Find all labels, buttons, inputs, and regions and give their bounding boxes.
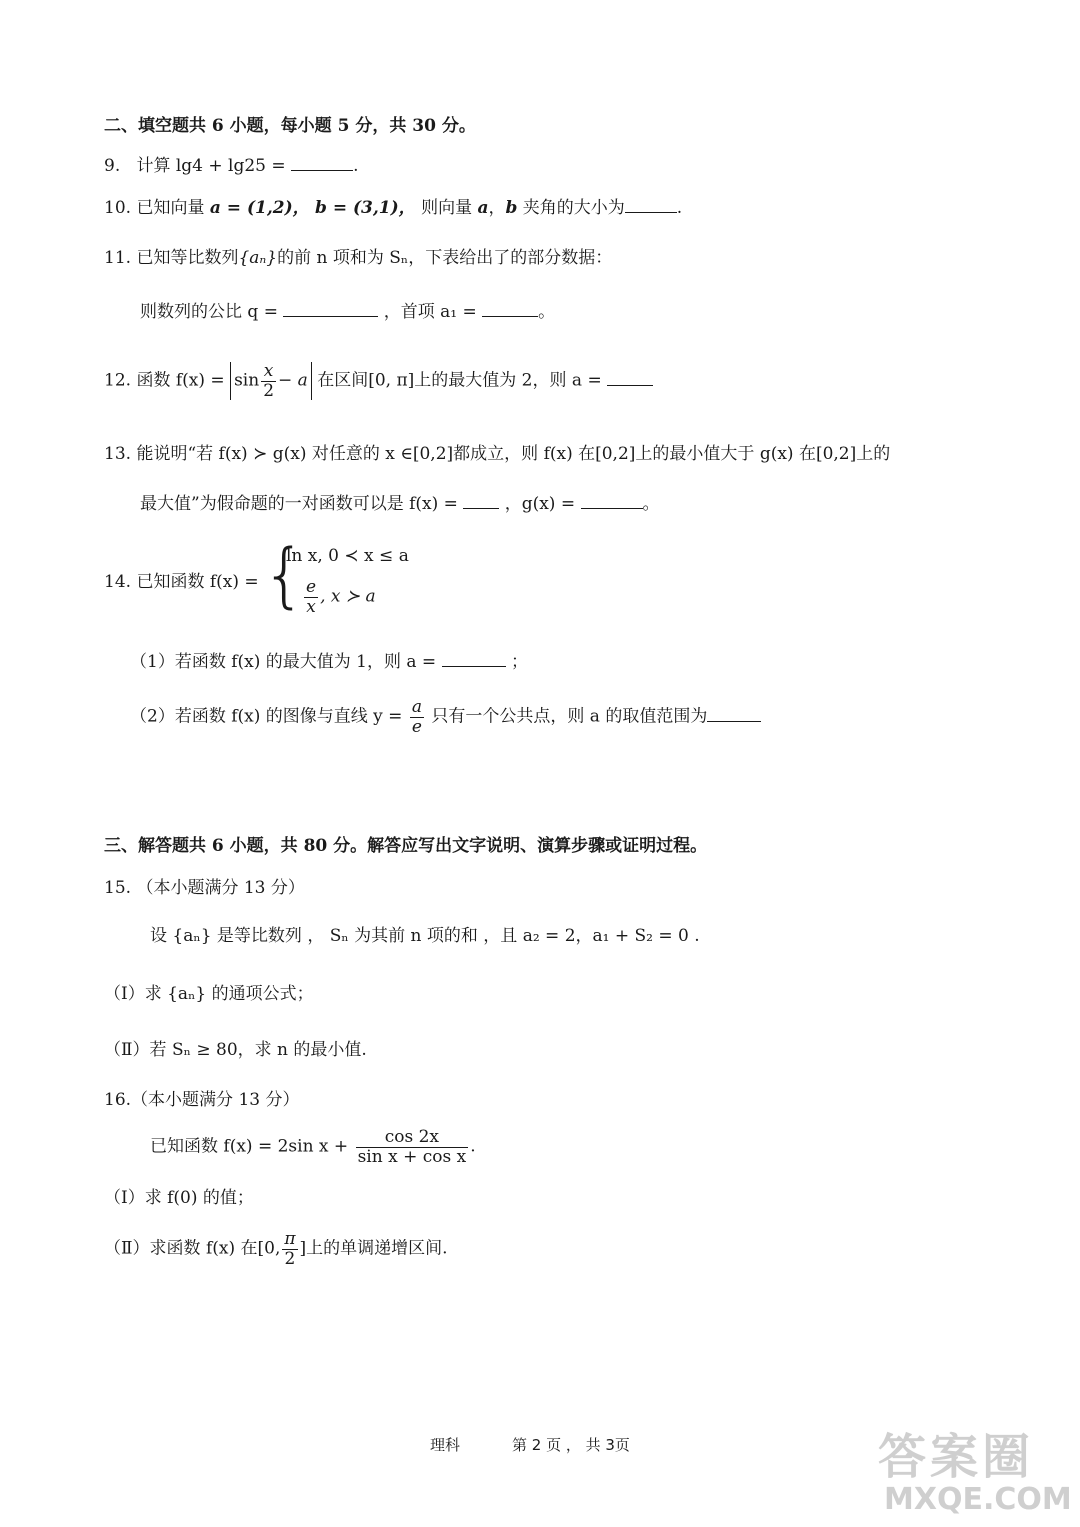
q13-f-label: 最大值”为假命题的一对函数可以是 f(x) =	[140, 494, 458, 514]
section-2-heading: 二、填空题共 6 小题，每小题 5 分，共 30 分。	[104, 116, 476, 136]
q13-line1: 能说明“若 f(x) ≻ g(x) 对任意的 x ∈[0,2]都成立，则 f(x) 在[0,2]上的最小值大于 g(x) 在[0,2]上的	[136, 444, 891, 464]
q11-text-b: 的前 n 项和为 Sₙ，下表给出了的部分数据：	[277, 248, 613, 268]
q12-text-a: 函数 f(x) =	[136, 370, 225, 391]
q12-number: 12.	[104, 370, 132, 391]
q11-first-term-label: ，首项 a₁ =	[383, 302, 477, 322]
question-10: 10. 已知向量 a = (1,2)， b = (3,1)， 则向量 a，b 夹角的大小为 .	[104, 198, 683, 218]
q16-statement-end: .	[470, 1136, 476, 1157]
q10-text-c: 夹角的大小为	[522, 198, 625, 218]
q11-first-term-blank	[482, 302, 538, 317]
q16-score: （本小题满分 13 分）	[131, 1090, 300, 1110]
q10-end: .	[676, 198, 683, 218]
q15-part-1: （Ⅰ）求 {aₙ} 的通项公式；	[104, 984, 314, 1004]
q14-part-2-text-b: 只有一个公共点，则 a 的取值范围为	[431, 706, 708, 727]
question-11	[104, 248, 612, 268]
q12-sin: sin	[234, 370, 260, 391]
question-9	[104, 156, 358, 176]
q16-p2-frac-num: π	[284, 1229, 296, 1249]
q14-part-2-text-a: （2）若函数 f(x) 的图像与直线 y =	[130, 706, 403, 727]
q16-p2-frac-den: 2	[284, 1248, 296, 1269]
q16-statement	[150, 1128, 476, 1166]
q14-p2-frac-num: a	[411, 697, 422, 717]
q12-frac-num: x	[261, 362, 276, 382]
question-12	[104, 362, 653, 400]
q15-number: 15.	[104, 878, 132, 898]
q14-frac-num: e	[306, 577, 317, 597]
q10-number: 10.	[104, 198, 132, 218]
q15-statement: 设 {aₙ} 是等比数列 ， Sₙ 为其前 n 项的和 ，且 a₂ = 2，a₁ + S₂ = 0 .	[150, 926, 700, 946]
q14-e-over-x	[304, 578, 318, 616]
q14-part-1-blank	[442, 652, 506, 667]
q14-p2-frac-den: e	[411, 716, 422, 737]
q16-statement-a: 已知函数 f(x) = 2sin x +	[150, 1136, 349, 1157]
q11-number: 11.	[104, 248, 132, 268]
q9-number: 9.	[104, 156, 121, 176]
question-13	[104, 444, 890, 464]
q14-case-2	[302, 578, 376, 616]
q14-part-1	[130, 652, 528, 672]
q9-text: 计算 lg4 + lg25 =	[136, 156, 286, 176]
q13-number: 13.	[104, 444, 132, 464]
q11-end: 。	[538, 302, 556, 322]
q16-frac-den: sin x + cos x	[357, 1146, 467, 1167]
q14-case-1: ln x, 0 ≺ x ≤ a	[286, 546, 409, 566]
q15-part-2: （Ⅱ）若 Sₙ ≥ 80，求 n 的最小值.	[104, 1040, 367, 1060]
q13-line2	[140, 494, 660, 514]
q16-pi-over-2	[282, 1230, 297, 1268]
q12-text-b: 在区间[0, π]上的最大值为 2，则 a =	[317, 370, 602, 391]
q14-case-2-tail: , x ≻ a	[320, 586, 376, 607]
q11-ratio-label: 则数列的公比 q =	[140, 302, 278, 322]
q16-part-2-text-b: ]上的单调递增区间.	[299, 1238, 448, 1259]
footer-page: 第 2 页 ， 共 3页	[512, 1436, 630, 1454]
q16-fraction	[356, 1128, 469, 1166]
q12-frac-den: 2	[263, 380, 275, 401]
question-14	[104, 572, 259, 592]
footer-subject: 理科	[430, 1436, 461, 1454]
q16-part-2	[104, 1230, 448, 1268]
q11-line2	[140, 302, 555, 322]
q13-end: 。	[642, 494, 660, 514]
watermark-logo: 答案圈	[878, 1429, 1035, 1485]
q12-answer-blank	[607, 371, 653, 386]
q14-frac-den: x	[306, 596, 316, 617]
q12-minus-a: − a	[278, 370, 308, 391]
q10-vector-a: a = (1,2)，	[209, 198, 310, 218]
q12-fraction	[261, 362, 276, 400]
q14-part-2	[130, 698, 761, 736]
q14-part-1-end: ；	[511, 652, 528, 672]
question-15	[104, 878, 305, 898]
q11-ratio-blank	[283, 302, 378, 317]
q16-number: 16.	[104, 1090, 132, 1110]
q9-end: .	[353, 156, 359, 176]
q11-text-a: 已知等比数列	[136, 248, 239, 268]
q10-vector-b: b = (3,1)，	[315, 198, 416, 218]
q14-brace: {	[262, 534, 307, 616]
q9-answer-blank	[291, 156, 353, 171]
q13-g-label: ，g(x) =	[504, 494, 576, 514]
q11-sequence: {aₙ}	[238, 248, 278, 268]
q13-f-blank	[463, 494, 499, 509]
watermark-url: MXQE.COM	[884, 1482, 1072, 1517]
q12-abs-expression	[230, 362, 312, 400]
q14-text-a: 已知函数 f(x) =	[136, 572, 259, 592]
q10-text-b: 则向量	[421, 198, 473, 218]
q16-part-1: （Ⅰ）求 f(0) 的值；	[104, 1188, 254, 1208]
q13-g-blank	[581, 494, 643, 509]
section-3-heading: 三、解答题共 6 小题，共 80 分。解答应写出文字说明、演算步骤或证明过程。	[104, 836, 708, 856]
q14-part-2-blank	[707, 707, 761, 722]
q15-score: （本小题满分 13 分）	[136, 878, 305, 898]
q14-part-1-text: （1）若函数 f(x) 的最大值为 1，则 a =	[130, 652, 437, 672]
q10-answer-blank	[625, 198, 677, 213]
q14-number: 14.	[104, 572, 132, 592]
question-16	[104, 1090, 300, 1110]
q16-part-2-text-a: （Ⅱ）求函数 f(x) 在[0,	[104, 1238, 281, 1259]
q14-a-over-e	[410, 698, 424, 736]
q16-frac-num: cos 2x	[356, 1128, 469, 1148]
q10-text-a: 已知向量	[136, 198, 205, 218]
